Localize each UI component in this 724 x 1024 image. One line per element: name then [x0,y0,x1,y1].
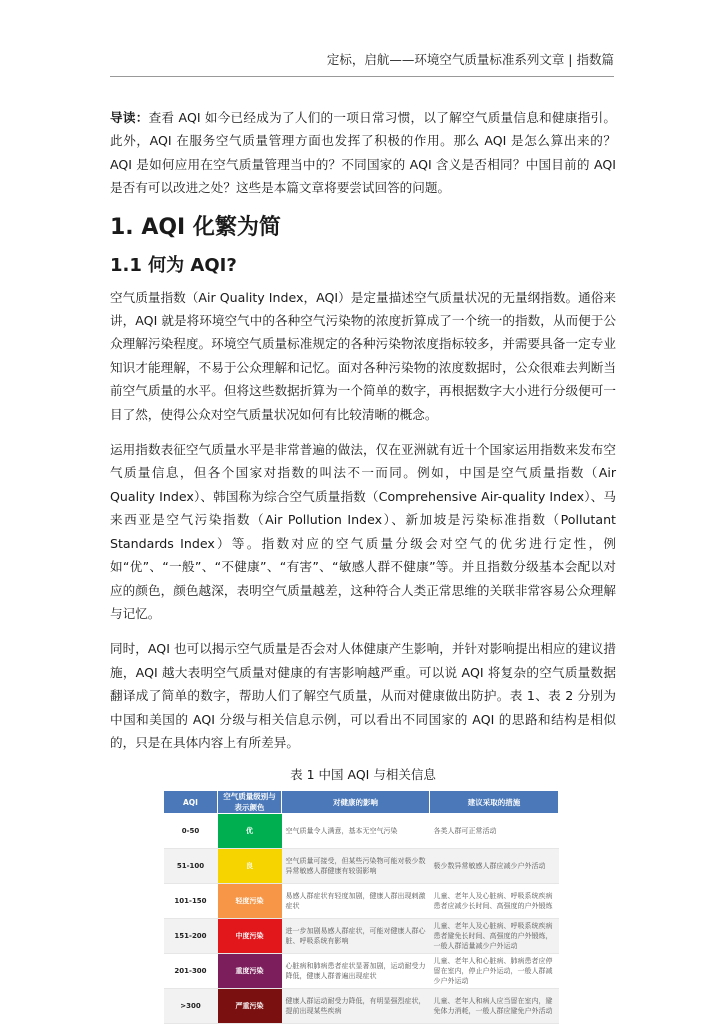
running-header: 定标，启航——环境空气质量标准系列文章 | 指数篇 [326,52,614,67]
health-effect-cell: 空气质量令人满意，基本无空气污染 [282,814,430,849]
health-effect-cell: 空气质量可接受，但某些污染物可能对极少数异常敏感人群健康有较弱影响 [282,849,430,884]
subsection-heading: 1.1 何为 AQI? [110,254,237,276]
header-health: 对健康的影响 [282,791,430,814]
table-body [164,814,559,1024]
quality-level-cell: 优 [218,814,282,849]
advice-cell: 儿童、老年人及心脏病、呼吸系统疾病患者应减少长时间、高强度的户外锻炼 [430,884,559,919]
header-divider [110,76,614,77]
body-paragraph-3: 同时，AQI 也可以揭示空气质量是否会对人体健康产生影响，并针对影响提出相应的建议措施，AQI 越大表明空气质量对健康的有害影响越严重。可以说 AQI 将复杂的空气质量数据翻译成了简单的数字，帮助人们了解空气质量，从而对健康做出防护。表 1、表 2 分别为中国和美国的 AQI 分级与相关信息示例，可以看出不同国家的 AQI 的思路和结构是相似的，只是在具体内容上有所差异。 [110,641,616,750]
quality-level-cell: 良 [218,849,282,884]
aqi-range-cell: 51-100 [164,849,218,884]
header-level: 空气质量级别与表示颜色 [218,791,282,814]
table-row [164,849,559,884]
table-row [164,814,559,849]
aqi-range-cell: 101-150 [164,884,218,919]
quality-level-cell: 轻度污染 [218,884,282,919]
header-advice: 建议采取的措施 [430,791,559,814]
body-paragraph-1: 空气质量指数（Air Quality Index，AQI）是定量描述空气质量状况的无量纲指数。通俗来讲，AQI 就是将环境空气中的各种空气污染物的浓度折算成了一个统一的指数，从而便于公众理解污染程度。环境空气质量标准规定的各种污染物浓度指标较多，并需要具备一定专业知识才能理解，不易于公众理解和记忆。面对各种污染物的浓度数据时，公众很难去判断当前空气质量的水平。但将这些数据折算为一个简单的数字，再根据数字大小进行分级便可一目了然，使得公众对空气质量状况如何有比较清晰的概念。 [110,289,616,422]
aqi-table [163,790,559,1024]
health-effect-cell: 心脏病和肺病患者症状显著加剧，运动耐受力降低，健康人群普遍出现症状 [282,954,430,989]
body-paragraph-2: 运用指数表征空气质量水平是非常普遍的做法，仅在亚洲就有近十个国家运用指数来发布空气质量信息，但各个国家对指数的叫法不一而同。例如，中国是空气质量指数（Air Quality Index）、韩国称为综合空气质量指数（Comprehensive Air-quality Index）、马来西亚是空气污染指数（Air Pollution Index）、新加坡是污染标准指数（Pollutant Standards Index）等。指数对应的空气质量分级会对空气的优劣进行定性，例如“优”、“一般”、“不健康”、“有害”、“敏感人群不健康”等。并且指数分级基本会配以对应的颜色，颜色越深，表明空气质量越差，这种符合人类正常思维的关联非常容易公众理解与记忆。 [110,442,616,621]
advice-cell: 儿童、老年人和心脏病、肺病患者应停留在室内，停止户外运动，一般人群减少户外运动 [430,954,559,989]
header-aqi: AQI [164,791,218,814]
section-heading: 1. AQI 化繁为简 [110,214,281,240]
aqi-range-cell: 201-300 [164,954,218,989]
table-row [164,884,559,919]
lead-paragraph [110,106,616,200]
health-effect-cell: 健康人群运动耐受力降低，有明显强烈症状，提前出现某些疾病 [282,989,430,1024]
lead-text: 查看 AQI 如今已经成为了人们的一项日常习惯，以了解空气质量信息和健康指引。此外，AQI 在服务空气质量管理方面也发挥了积极的作用。那么 AQI 是怎么算出来的？AQI 是如何应用在空气质量管理当中的？不同国家的 AQI 含义是否相同？中国目前的 AQI 是否有可以改进之处？这些是本篇文章将要尝试回答的问题。 [110,110,617,196]
table-caption: 表 1 中国 AQI 与相关信息 [290,767,436,783]
lead-label: 导读： [110,110,149,125]
aqi-range-cell: >300 [164,989,218,1024]
table-header-row [164,791,559,814]
quality-level-cell: 重度污染 [218,954,282,989]
health-effect-cell: 进一步加剧易感人群症状，可能对健康人群心脏、呼吸系统有影响 [282,919,430,954]
health-effect-cell: 易感人群症状有轻度加剧，健康人群出现刺激症状 [282,884,430,919]
aqi-range-cell: 0-50 [164,814,218,849]
advice-cell: 儿童、老年人及心脏病、呼吸系统疾病患者避免长时间、高强度的户外锻炼，一般人群适量减少户外运动 [430,919,559,954]
quality-level-cell: 严重污染 [218,989,282,1024]
table-row [164,989,559,1024]
quality-level-cell: 中度污染 [218,919,282,954]
advice-cell: 儿童、老年人和病人应当留在室内，避免体力消耗，一般人群应避免户外活动 [430,989,559,1024]
table-row [164,919,559,954]
aqi-range-cell: 151-200 [164,919,218,954]
advice-cell: 极少数异常敏感人群应减少户外活动 [430,849,559,884]
advice-cell: 各类人群可正常活动 [430,814,559,849]
document-body [110,106,616,1024]
table-row [164,954,559,989]
